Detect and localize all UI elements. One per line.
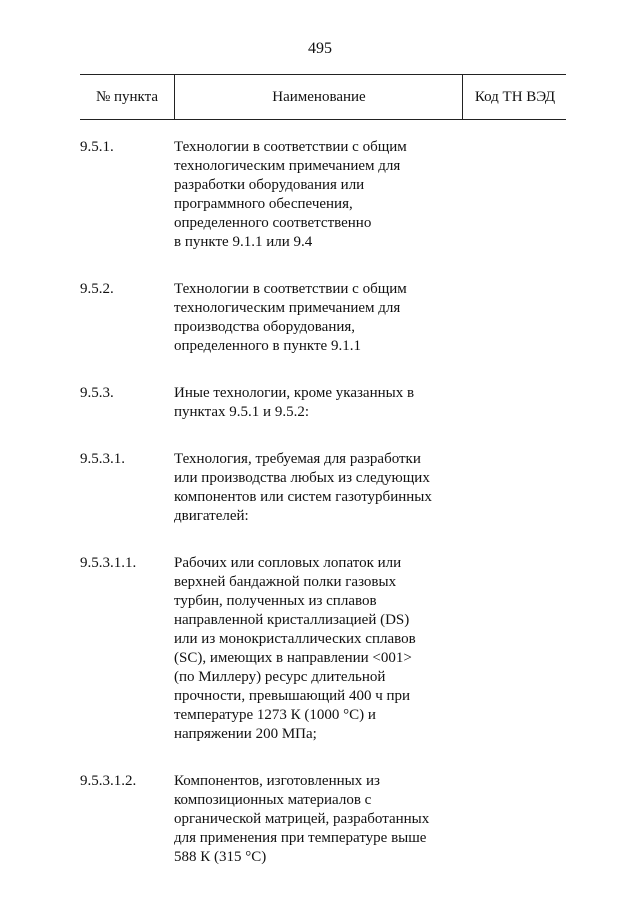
item-text: Компонентов, изготовленных из композиционных материалов с органической матрицей, разработанных для применения при температуре выше 588 К (315 °C): [174, 773, 430, 865]
item-number: 9.5.3.: [80, 385, 114, 401]
item-number: 9.5.3.1.: [80, 451, 125, 467]
header-name: Наименование: [174, 75, 463, 119]
item-number: 9.5.3.1.1.: [80, 555, 137, 571]
item-text: Технологии в соответствии с общим технологическим примечанием для производства оборудования, определенного в пункте 9.1.1: [174, 281, 407, 354]
item-number: 9.5.2.: [80, 281, 114, 297]
table-row: [80, 138, 566, 252]
page-number: 495: [308, 40, 332, 57]
table-body: [80, 138, 566, 895]
table-row: [80, 450, 566, 526]
item-text: Технология, требуемая для разработки или производства любых из следующих компонентов или систем газотурбинных двигателей:: [174, 451, 432, 524]
item-text: Технологии в соответствии с общим технологическим примечанием для разработки оборудования или программного обеспечения, определенного соответственно в пункте 9.1.1 или 9.4: [174, 139, 407, 250]
table-header: [80, 74, 566, 120]
header-item-number: № пункта: [95, 89, 159, 105]
item-text: Рабочих или сопловых лопаток или верхней бандажной полки газовых турбин, полученных из сплавов направленной кристаллизацией (DS) или из монокристаллических сплавов (SC), имеющих в направлении <001> (по Миллеру) ресурс длительной прочности, превышающий 400 ч при температуре 1273 К (1000 °C) и напряжении 200 МПа;: [174, 555, 416, 742]
item-number: 9.5.3.1.2.: [80, 773, 137, 789]
table-row: [80, 384, 566, 422]
table-row: [80, 554, 566, 744]
table-row: [80, 280, 566, 356]
table-row: [80, 772, 566, 867]
item-text: Иные технологии, кроме указанных в пунктах 9.5.1 и 9.5.2:: [174, 385, 415, 420]
item-number: 9.5.1.: [80, 139, 114, 155]
header-code: Код ТН ВЭД: [462, 75, 567, 119]
